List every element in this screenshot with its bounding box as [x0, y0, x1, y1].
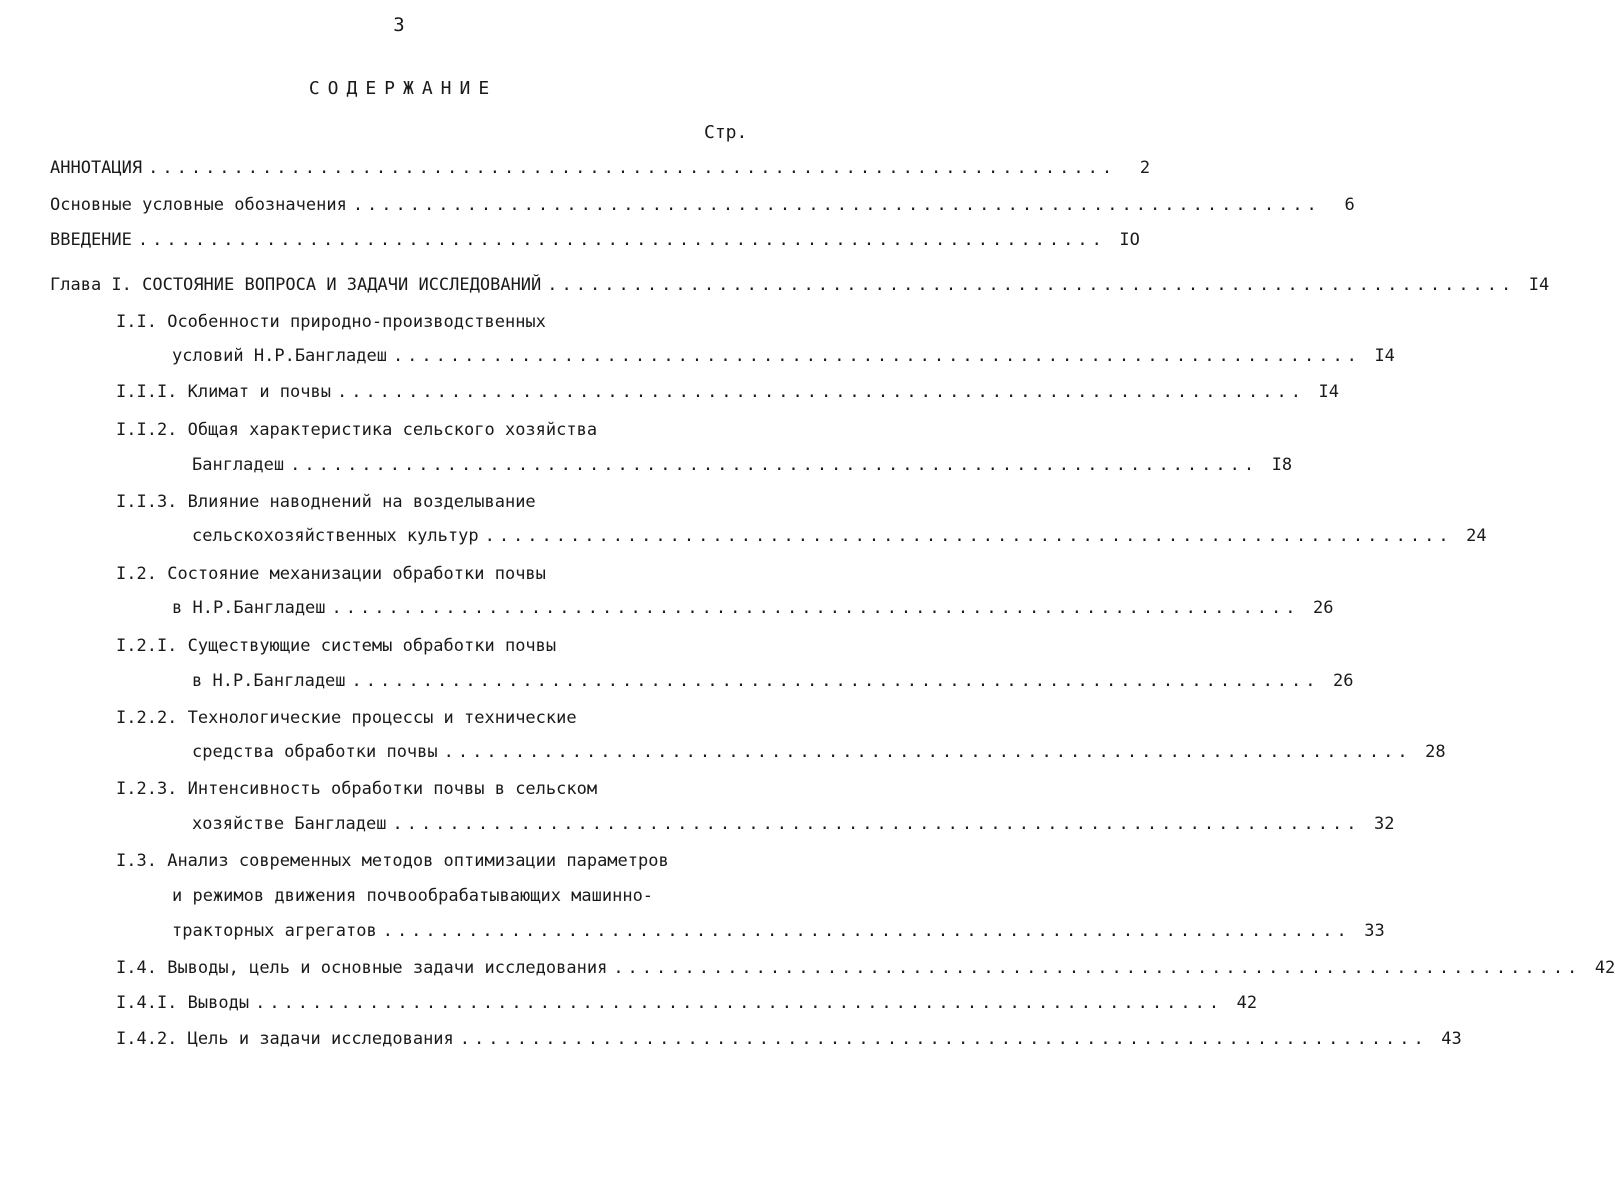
- toc-entry-title: Анализ современных методов оптимизации параметров: [167, 851, 669, 871]
- leader-dots: ....................................................................: [255, 993, 1224, 1013]
- toc-entry-1-1-2-line2[interactable]: [192, 451, 1293, 479]
- leader-dots: ....................................................................: [547, 275, 1516, 295]
- leader-dots: ....................................................................: [392, 346, 1361, 366]
- toc-entry-title: Существующие системы обработки почвы: [187, 636, 557, 656]
- toc-entry-1-2-3-line1[interactable]: [116, 775, 597, 803]
- leader-dots: ....................................................................: [351, 671, 1320, 691]
- leader-dots: ....................................................................: [290, 455, 1259, 475]
- toc-entry-annotation[interactable]: [50, 154, 1151, 182]
- toc-entry-1-4[interactable]: [116, 954, 1615, 982]
- toc-entry-page: 32: [1373, 814, 1395, 834]
- toc-entry-1-3-line3[interactable]: [172, 917, 1385, 945]
- section-number: I.I.: [116, 312, 157, 332]
- leader-dots: ....................................................................: [148, 158, 1117, 178]
- section-number: I.I.2.: [116, 420, 178, 440]
- toc-entry-page: I4: [1318, 382, 1339, 402]
- leader-dots: ....................................................................: [459, 1029, 1428, 1049]
- toc-entry-title-cont: хозяйстве Бангладеш: [192, 814, 387, 834]
- toc-entry-page: 2: [1139, 158, 1151, 178]
- toc-entry-notation[interactable]: [50, 191, 1355, 219]
- toc-entry-1-1-3-line2[interactable]: [192, 522, 1487, 550]
- toc-entry-title-cont: сельскохозяйственных культур: [192, 526, 479, 546]
- leader-dots: ....................................................................: [137, 230, 1106, 250]
- toc-entry-title: Общая характеристика сельского хозяйства: [187, 420, 598, 440]
- section-number: I.2.3.: [116, 779, 178, 799]
- toc-entry-title: Основные условные обозначения: [50, 195, 347, 215]
- toc-entry-page: 24: [1466, 526, 1487, 546]
- toc-entry-title: Цель и задачи исследования: [187, 1029, 454, 1049]
- toc-entry-1-2-1-line2[interactable]: [192, 667, 1354, 695]
- leader-dots: ....................................................................: [336, 382, 1305, 402]
- toc-entry-title-cont: и режимов движения почвообрабатывающих машинно-: [172, 886, 654, 906]
- toc-entry-title: Технологические процессы и технические: [187, 708, 577, 728]
- toc-entry-1-3-line2[interactable]: [172, 882, 653, 910]
- toc-entry-title-cont: в Н.Р.Бангладеш: [172, 598, 326, 618]
- toc-entry-title: Влияние наводнений на возделывание: [187, 492, 536, 512]
- toc-entry-1-3-line1[interactable]: [116, 847, 669, 875]
- toc-entry-1-2-1-line1[interactable]: [116, 632, 556, 660]
- section-number: I.I.3.: [116, 492, 178, 512]
- toc-entry-title-cont: Бангладеш: [192, 455, 285, 475]
- toc-entry-1-4-2[interactable]: [116, 1025, 1462, 1053]
- toc-entry-1-1-2-line1[interactable]: [116, 416, 597, 444]
- toc-entry-1-1-3-line1[interactable]: [116, 488, 536, 516]
- page-title: СОДЕРЖАНИЕ: [308, 78, 498, 99]
- toc-entry-title: ВВЕДЕНИЕ: [50, 230, 132, 250]
- toc-entry-title-cont: в Н.Р.Бангладеш: [192, 671, 346, 691]
- toc-entry-1-1-line1[interactable]: [116, 308, 546, 336]
- leader-dots: ....................................................................: [443, 742, 1412, 762]
- section-number: I.3.: [116, 851, 157, 871]
- toc-entry-page: 6: [1344, 195, 1355, 215]
- toc-entry-1-1-1[interactable]: [116, 378, 1339, 406]
- leader-dots: ....................................................................: [331, 598, 1300, 618]
- toc-entry-title-cont: средства обработки почвы: [192, 742, 438, 762]
- toc-entry-title-cont: условий Н.Р.Бангладеш: [172, 346, 387, 366]
- toc-entry-title: Выводы: [187, 993, 250, 1013]
- toc-entry-title: АННОТАЦИЯ: [50, 158, 143, 178]
- section-number: I.2.I.: [116, 636, 178, 656]
- toc-entry-page: 26: [1333, 671, 1354, 691]
- toc-entry-page: 28: [1425, 742, 1446, 762]
- toc-entry-title: Состояние механизации обработки почвы: [167, 564, 546, 584]
- section-number: I.2.2.: [116, 708, 178, 728]
- toc-entry-intro[interactable]: [50, 226, 1140, 254]
- leader-dots: ....................................................................: [352, 195, 1321, 215]
- leader-dots: ....................................................................: [392, 814, 1361, 834]
- toc-entry-1-2-2-line2[interactable]: [192, 738, 1446, 766]
- toc-entry-1-2-3-line2[interactable]: [192, 810, 1395, 838]
- toc-entry-1-4-1[interactable]: [116, 989, 1258, 1017]
- page-number: 3: [393, 14, 405, 36]
- toc-entry-page: 43: [1441, 1029, 1462, 1049]
- leader-dots: ....................................................................: [382, 921, 1351, 941]
- toc-entry-1-1-line2[interactable]: [172, 342, 1395, 370]
- toc-entry-page: I4: [1528, 275, 1550, 295]
- toc-entry-title: Интенсивность обработки почвы в сельском: [187, 779, 598, 799]
- toc-entry-title: Климат и почвы: [187, 382, 331, 402]
- toc-entry-1-2-line2[interactable]: [172, 594, 1334, 622]
- toc-entry-1-2-line1[interactable]: [116, 560, 546, 588]
- toc-entry-title-cont: тракторных агрегатов: [172, 921, 377, 941]
- toc-entry-title: Глава I. СОСТОЯНИЕ ВОПРОСА И ЗАДАЧИ ИССЛЕДОВАНИЙ: [50, 275, 542, 295]
- toc-entry-page: I8: [1271, 455, 1293, 475]
- leader-dots: ....................................................................: [484, 526, 1453, 546]
- leader-dots: ....................................................................: [613, 958, 1582, 978]
- toc-entry-page: IO: [1119, 230, 1140, 250]
- toc-entry-1-2-2-line1[interactable]: [116, 704, 577, 732]
- toc-entry-page: I4: [1374, 346, 1395, 366]
- toc-entry-title: Выводы, цель и основные задачи исследования: [167, 958, 608, 978]
- section-number: I.I.I.: [116, 382, 178, 402]
- page-column-label: Стр.: [704, 122, 748, 143]
- section-number: I.4.: [116, 958, 157, 978]
- section-number: I.2.: [116, 564, 157, 584]
- toc-entry-page: 26: [1313, 598, 1334, 618]
- toc-entry-page: 42: [1236, 993, 1258, 1013]
- section-number: I.4.I.: [116, 993, 178, 1013]
- toc-entry-page: 42: [1594, 958, 1615, 978]
- toc-entry-page: 33: [1364, 921, 1385, 941]
- section-number: I.4.2.: [116, 1029, 178, 1049]
- toc-entry-chapter-1[interactable]: [50, 271, 1550, 299]
- toc-entry-title: Особенности природно-производственных: [167, 312, 546, 332]
